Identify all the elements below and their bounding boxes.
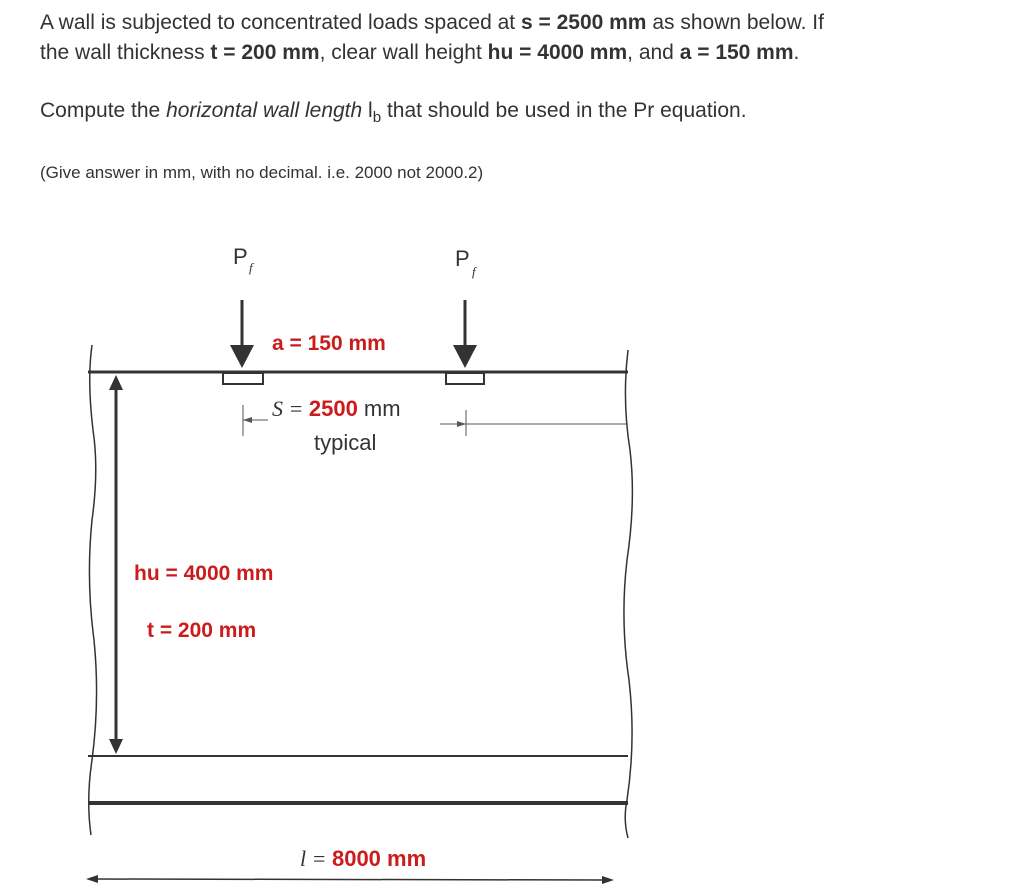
length-subscript: b (372, 109, 382, 127)
height-dimension (109, 375, 123, 754)
right-bearing-plate (446, 373, 484, 384)
spacing-label (272, 396, 401, 421)
height-arrow-bottom (109, 739, 123, 754)
spacing-arrow-left (243, 417, 252, 423)
bearing-length-label: a = 150 mm (272, 332, 386, 355)
length-line (96, 879, 604, 880)
left-load-label: P (233, 244, 248, 269)
spacing-arrow-right (457, 421, 466, 427)
task-text-part: Compute the (40, 99, 167, 122)
right-load-arrowhead (453, 345, 477, 368)
height-value: hu = 4000 mm (487, 41, 628, 64)
question-text-part: A wall is subjected to concentrated loads spaced at (40, 11, 521, 34)
bearing-value: a = 150 mm (679, 41, 794, 64)
left-bearing-plate (223, 373, 263, 384)
left-load-subscript: f (249, 260, 253, 275)
height-label: hu = 4000 mm (134, 562, 274, 585)
right-load-label: P (455, 246, 470, 271)
thickness-value: t = 200 mm (210, 41, 320, 64)
right-point-load (446, 246, 484, 384)
length-value-label: 8000 mm (331, 846, 427, 871)
question-text-part: as shown below. If (646, 11, 824, 34)
task-emphasis: horizontal wall length (166, 99, 363, 122)
question-text-part: . (793, 41, 800, 64)
thickness-label: t = 200 mm (147, 619, 257, 642)
length-label (300, 846, 426, 871)
spacing-value: s = 2500 mm (520, 11, 647, 34)
spacing-unit: mm (357, 396, 401, 421)
length-symbol: l (362, 99, 373, 122)
question-text-part: , and (627, 41, 680, 64)
left-point-load (223, 244, 263, 384)
length-dimension (86, 846, 614, 884)
wall-right-break-line (624, 350, 632, 838)
spacing-dimension (243, 396, 628, 455)
answer-format-note: (Give answer in mm, with no decimal. i.e. 2000 not 2000.2) (40, 163, 484, 182)
left-load-arrowhead (230, 345, 254, 368)
question-text-part: the wall thickness (40, 41, 211, 64)
spacing-value-label: 2500 (308, 396, 358, 421)
spacing-symbol: S = (272, 396, 309, 421)
right-load-subscript: f (472, 264, 476, 279)
length-symbol-label: l = (300, 846, 332, 871)
question-text-part: , clear wall height (319, 41, 488, 64)
typical-label: typical (314, 430, 377, 455)
length-arrow-right (602, 876, 614, 884)
length-arrow-left (86, 875, 98, 883)
task-text-part: that should be used in the Pr equation. (381, 99, 747, 122)
height-arrow-top (109, 375, 123, 390)
wall-left-break-line (89, 345, 97, 835)
